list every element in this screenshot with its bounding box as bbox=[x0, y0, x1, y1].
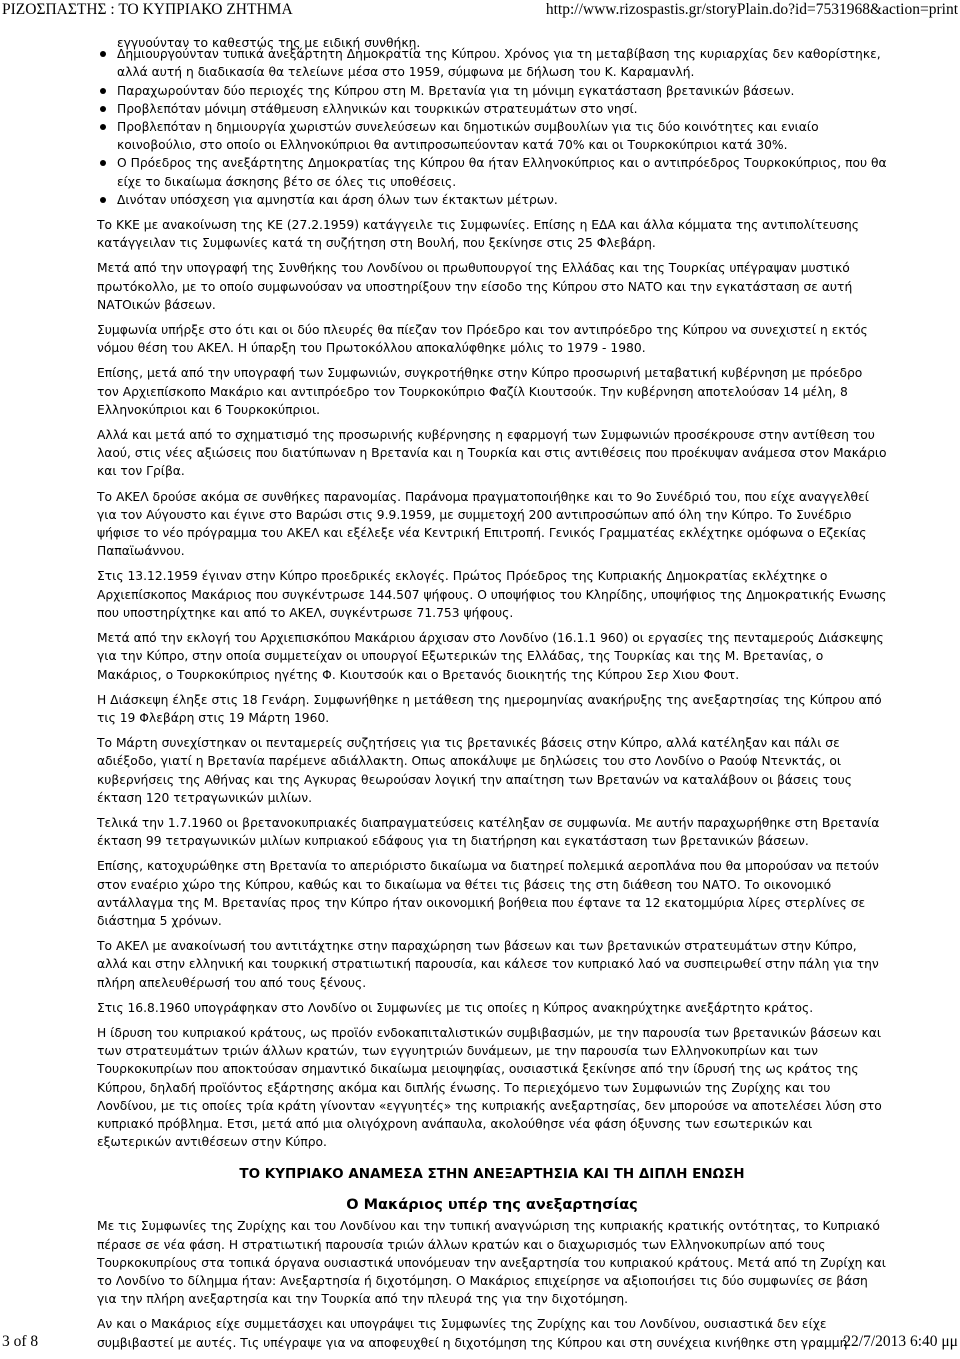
paragraph: Η Διάσκεψη έληξε στις 18 Γενάρη. Συμφωνήθηκε η μετάθεση της ημερομηνίας ανακήρυξης της ανεξαρτησίας της Κύπρου από τις 19 Φλεβάρη στις 19 Μάρτη 1960. bbox=[97, 692, 882, 725]
paragraph: Τελικά την 1.7.1960 οι βρετανοκυπριακές διαπραγματεύσεις κατέληξαν σε συμφωνία. Με αυτήν παραχωρήθηκε στη Βρετανία έκταση 99 τετραγωνικών μιλίων κυπριακού εδάφους για τη διατήρηση και εγκατάσταση των βρετανικών βάσεων. bbox=[97, 815, 880, 849]
paragraph: Αλλά και μετά από το σχηματισμό της προσωρινής κυβέρνησης η εφαρμογή των Συμφωνιών προσέκρουσε στην αντίθεση του λαού, στις νέες αξιώσεις που διατύπωναν η Βρετανία και η Τουρκία και στις αντιθέσεις που προέκυψαν ανάμεσα στον Μακάριο και τον Γρίβα. bbox=[97, 428, 887, 479]
paragraph: Συμφωνία υπήρξε στο ότι και οι δύο πλευρές θα πίεζαν τον Πρόεδρο και τον αντιπρόεδρο της Κύπρου να συνεχιστεί η εκτός νόμου θέση του ΑΚΕΛ. Η ύπαρξη του Πρωτοκόλλου αποκαλύφθηκε μόλις το 1979 - 1980. bbox=[97, 323, 868, 356]
list-item-text: Δημιουργούνταν τυπικά ανεξάρτητη Δημοκρατία της Κύπρου. Χρόνος για τη μεταβίβαση της κυριαρχίας δεν καθορίστηκε, αλλά αυτή η διαδικασία θα τελείωνε μέσα στο 1959, σύμφωνα με δήλωση του Κ. Καραμανλή. bbox=[117, 47, 881, 80]
bullet-continuation: εγγυούνταν το καθεστώς της με ειδική συνθήκη. bbox=[117, 36, 421, 50]
print-datetime: 22/7/2013 6:40 μμ bbox=[843, 1333, 958, 1350]
paragraph: Στις 16.8.1960 υπογράφηκαν στο Λονδίνο οι Συμφωνίες με τις οποίες η Κύπρος ανακηρύχτηκε ανεξάρτητο κράτος. bbox=[97, 1000, 814, 1015]
list-item-text: Προβλεπόταν μόνιμη στάθμευση ελληνικών και τουρκικών στρατευμάτων στο νησί. bbox=[117, 101, 638, 116]
paragraph: Μετά από την εκλογή του Αρχιεπισκόπου Μακάριου άρχισαν στο Λονδίνο (16.1.1 960) οι εργασίες της πενταμερούς Διάσκεψης για την Κύπρο, στην οποία συμμετείχαν οι υπουργοί Εξωτερικών της Ελλάδας, της Τουρκίας και της Μ. Βρετανίας, ο Μακάριος, ο Τουρκοκύπριος ηγέτης Φ. Κιουτσούκ και ο Βρετανός διοικητής της Κύπρου Σερ Χιου Φουτ. bbox=[97, 631, 884, 682]
print-footer bbox=[0, 1332, 960, 1354]
header-url: http://www.rizospastis.gr/storyPlain.do?id=7531968&action=print bbox=[545, 1, 958, 18]
article-body bbox=[97, 34, 887, 1359]
header-title: ΡΙΖΟΣΠΑΣΤΗΣ : ΤΟ ΚΥΠΡΙΑΚΟ ΖΗΤΗΜΑ bbox=[2, 1, 293, 18]
paragraph: Με τις Συμφωνίες της Ζυρίχης και του Λονδίνου και την τυπική αναγνώριση της κυπριακής κρατικής οντότητας, το Κυπριακό πέρασε σε νέα φάση. Η στρατιωτική παρουσία τριών άλλων κρατών και ο διαχωρισμός των Ελληνοκυπρίων από τους Τουρκοκυπρίους στα τοπικά όργανα ουσιαστικά υπονόμευαν την ανεξαρτησία του κυπριακού κράτους. Μετά από τη Ζυρίχη και το Λονδίνο το δίλημμα ήταν: Ανεξαρτησία ή διχοτόμηση. Ο Μακάριος επιχείρησε να αξιοποιήσει τις δύο συμφωνίες σε βάση για την πλήρη ανεξαρτησία και την Τουρκία από την πλευρά της για την διχοτόμηση. bbox=[97, 1219, 886, 1307]
print-header bbox=[0, 0, 960, 22]
list-item bbox=[97, 118, 887, 154]
list-item bbox=[97, 154, 887, 190]
list-item-text: Δινόταν υπόσχεση για αμνηστία και άρση όλων των έκτακτων μέτρων. bbox=[117, 192, 558, 207]
bullet-icon bbox=[100, 106, 106, 112]
list-item bbox=[97, 100, 887, 118]
paragraph: Το ΑΚΕΛ με ανακοίνωσή του αντιτάχτηκε στην παραχώρηση των βάσεων και των βρετανικών στρατευμάτων στην Κύπρο, αλλά και στην ελληνική και τουρκική στρατιωτική παρουσία, και κάλεσε τον κυπριακό λαό να συσπειρωθεί στην πάλη για την πλήρη απελευθέρωσή του από τους ξένους. bbox=[97, 939, 879, 990]
list-item-text: Προβλεπόταν η δημιουργία χωριστών συνελεύσεων και δημοτικών συμβουλίων για τις δύο κοινότητες και ενιαίο κοινοβούλιο, στο οποίο οι Ελληνοκύπριοι θα αντιπροσωπεύονταν κατά 70% και οι Τουρκοκύπριοι κατά 30%. bbox=[117, 120, 819, 153]
paragraph: Επίσης, κατοχυρώθηκε στη Βρετανία το απεριόριστο δικαίωμα να διατηρεί πολεμικά αεροπλάνα που θα μπορούσαν να πετούν στον εναέριο χώρο της Κύπρου, καθώς και το δικαίωμα να θέτει τις βάσεις της στη διάθεση του ΝΑΤΟ. Το οικονομικό αντάλλαγμα της Μ. Βρετανίας προς την Κύπρο ήταν οικονομική βοήθεια που έφτανε τα 12 εκατομμύρια λίρες στερλίνες σε διάστημα 5 χρόνων. bbox=[97, 859, 879, 928]
bullet-icon bbox=[100, 160, 106, 166]
list-item-text: Παραχωρούνταν δύο περιοχές της Κύπρου στη Μ. Βρετανία για τη μόνιμη εγκατάσταση βρετανικών βάσεων. bbox=[117, 83, 795, 98]
bullet-icon bbox=[100, 197, 106, 203]
paragraph: Η ίδρυση του κυπριακού κράτους, ως προϊόν ενδοκαπιταλιστικών συμβιβασμών, με την παρουσία των βρετανικών βάσεων και των στρατευμάτων τριών άλλων κρατών, των εγγυητριών δυνάμεων, με την παρουσία των Ελληνοκυπρίων και των Τουρκοκυπρίων που αποκτούσαν σημαντικό δικαίωμα μειοψηφίας, ουσιαστικά ξεκίνησε από την ίδρυσή της ως κράτος της Κύπρου, δηλαδή προϊόντος εξάρτησης ακόμα και διπλής ένωσης. Το περιεχόμενο των Συμφωνιών της Ζυρίχης και του Λονδίνου, με τις οποίες τρία κράτη γίνονταν «εγγυητές» της κυπριακής ανεξαρτησίας, δεν μπορούσε να αποτελέσει λύση στο κυπριακό πρόβλημα. Ετσι, μετά από μια ολιγόχρονη ανάπαυλα, ακολούθησε νέα φάση όξυνσης των εσωτερικών και εξωτερικών αντιθέσεων στην Κύπρο. bbox=[97, 1025, 882, 1150]
list-item bbox=[97, 191, 887, 209]
section-title: ΤΟ ΚΥΠΡΙΑΚΟ ΑΝΑΜΕΣΑ ΣΤΗΝ ΑΝΕΞΑΡΤΗΣΙΑ ΚΑΙ ΤΗ ΔΙΠΛΗ ΕΝΩΣΗ bbox=[239, 1166, 745, 1183]
paragraph: Το Μάρτη συνεχίστηκαν οι πενταμερείς συζητήσεις για τις βρετανικές βάσεις στην Κύπρο, αλλά κατέληξαν και πάλι σε αδιέξοδο, γιατί η Βρετανία παρέμενε αδιάλλακτη. Οπως αποκάλυψε με δηλώσεις του στο Λονδίνο ο Ραούφ Ντενκτάς, οι κυβερνήσεις της Αθήνας και της Αγκυρας θεωρούσαν λογική την απαίτηση των Βρετανών να καταλάβουν οι βάσεις τους έκταση 120 τετραγωνικών μιλίων. bbox=[97, 736, 853, 805]
bullet-icon bbox=[100, 51, 106, 57]
paragraph: Επίσης, μετά από την υπογραφή των Συμφωνιών, συγκροτήθηκε στην Κύπρο προσωρινή μεταβατική κυβέρνηση με πρόεδρο τον Αρχιεπίσκοπο Μακάριο και αντιπρόεδρο τον Τουρκοκύπριο Φαζίλ Κιουτσούκ. Την κυβέρνηση αποτελούσαν 14 μέλη, 8 Ελληνοκύπριοι και 6 Τουρκοκύπριοι. bbox=[97, 366, 863, 417]
subsection-title: Ο Μακάριος υπέρ της ανεξαρτησίας bbox=[346, 1197, 638, 1214]
list-item-text: Ο Πρόεδρος της ανεξάρτητης Δημοκρατίας της Κύπρου θα ήταν Ελληνοκύπριος και ο αντιπρόεδρος Τουρκοκύπριος, που θα είχε το δικαίωμα άσκησης βέτο σε όλες τις υποθέσεις. bbox=[117, 156, 887, 189]
bullet-icon bbox=[100, 124, 106, 130]
paragraph: Μετά από την υπογραφή της Συνθήκης του Λονδίνου οι πρωθυπουργοί της Ελλάδας και της Τουρκίας υπέγραψαν μυστικό πρωτόκολλο, με το οποίο συμφωνούσαν να υποστηρίξουν την είσοδο της Κύπρου στο ΝΑΤΟ και την εγκατάσταση σε αυτή ΝΑΤΟικών βάσεων. bbox=[97, 261, 853, 312]
page-number: 3 of 8 bbox=[2, 1333, 39, 1350]
bullet-icon bbox=[100, 88, 106, 94]
paragraph: Το ΑΚΕΛ δρούσε ακόμα σε συνθήκες παρανομίας. Παράνομα πραγματοποιήθηκε και το 9ο Συνέδριό του, που είχε αναγγελθεί για τον Αύγουστο και έγινε στο Βαρώσι στις 9.9.1959, με συμμετοχή 200 αντιπροσώπων από όλη την Κύπρο. Το Συνέδριο ψήφισε το νέο πρόγραμμα του ΑΚΕΛ και εξέλεξε νέα Κεντρική Επιτροπή. Γενικός Γραμματέας εκλέχτηκε ομόφωνα ο Εζεκίας Παπαϊωάννου. bbox=[97, 489, 869, 559]
agreement-terms-list bbox=[97, 45, 887, 209]
paragraph: Το ΚΚΕ με ανακοίνωση της ΚΕ (27.2.1959) κατάγγειλε τις Συμφωνίες. Επίσης η ΕΔΑ και άλλα κόμματα της αντιπολίτευσης κατάγγειλαν τις Συμφωνίες κατά τη συζήτηση στη Βουλή, που ξεκίνησε στις 25 Φλεβάρη. bbox=[97, 218, 860, 251]
list-item bbox=[97, 82, 887, 100]
list-item bbox=[97, 45, 887, 81]
paragraph: Αν και ο Μακάριος είχε συμμετάσχει και υπογράψει τις Συμφωνίες της Ζυρίχης και του Λονδίνου, ουσιαστικά δεν είχε συμβιβαστεί με αυτές. Τις υπέγραψε για να αποφευχθεί η διχοτόμηση της Κύπρου και στη συνέχεια κινήθηκε στη γραμμή bbox=[97, 1317, 848, 1350]
paragraph: Στις 13.12.1959 έγιναν στην Κύπρο προεδρικές εκλογές. Πρώτος Πρόεδρος της Κυπριακής Δημοκρατίας εκλέχτηκε ο Αρχιεπίσκοπος Μακάριος που συγκέντρωσε 144.507 ψήφους. Ο υποψήφιος του Κληρίδης, υποψήφιος της Δημοκρατικής Ενωσης που υποστηρίχτηκε και από το ΑΚΕΛ, συγκέντρωσε 71.753 ψήφους. bbox=[97, 569, 887, 620]
